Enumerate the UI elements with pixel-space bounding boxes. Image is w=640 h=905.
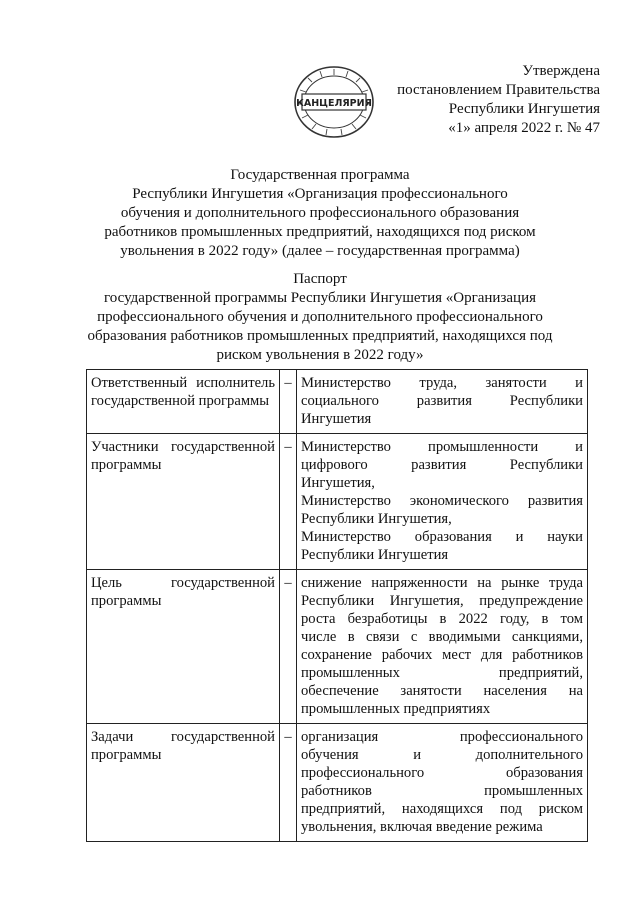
passport-title [60, 270, 580, 365]
row-label [87, 370, 280, 434]
row-label-line: программы [91, 457, 162, 473]
title-line: образования работников промышленных предприятий, находящихся под [87, 328, 553, 344]
row-value-line: Ингушетия [301, 411, 372, 427]
title-line: профессионального обучения и дополнительного профессионального [97, 309, 543, 325]
program-title [70, 166, 570, 261]
table-row [87, 370, 588, 434]
row-value-line: обучения и дополнительного [301, 747, 583, 763]
row-value-line: профессионального образования [301, 765, 583, 781]
approval-block [340, 62, 600, 138]
row-value-line: сохранение рабочих мест для работников [301, 647, 583, 663]
row-value-line: Республики Ингушетия, [301, 511, 452, 527]
table-row [87, 434, 588, 570]
row-label-line: Ответственный исполнитель [91, 375, 275, 391]
row-value-line: Ингушетия, [301, 475, 375, 491]
title-line: риском увольнения в 2022 году» [216, 347, 424, 363]
office-stamp-icon [292, 64, 376, 140]
row-label-line: Задачи государственной [91, 729, 275, 745]
title-line: обучения и дополнительного профессионального образования [120, 205, 520, 221]
row-value-line: предприятий, находящихся под риском [301, 801, 583, 817]
row-label-line: Участники государственной [91, 439, 275, 455]
row-value [297, 434, 588, 570]
row-dash: – [280, 434, 297, 570]
row-value [297, 370, 588, 434]
row-value-line: работников промышленных [301, 783, 583, 799]
row-value-line: цифрового развития Республики [301, 457, 583, 473]
table-row [87, 724, 588, 842]
row-dash: – [280, 370, 297, 434]
row-dash: – [280, 570, 297, 724]
row-value-line: Министерство промышленности и [301, 439, 583, 455]
title-line: работников промышленных предприятий, находящихся под риском [104, 224, 536, 240]
row-value-line: Министерство труда, занятости и [301, 375, 583, 391]
row-label [87, 434, 280, 570]
stamp-text: КАНЦЕЛЯРИЯ [296, 98, 372, 109]
row-value-line: Министерство образования и науки [301, 529, 583, 545]
row-value [297, 724, 588, 842]
title-line: Республики Ингушетия «Организация профессионального [132, 186, 508, 202]
title-line: государственной программы Республики Ингушетия «Организация [104, 290, 536, 306]
row-label-line: Цель государственной [91, 575, 275, 591]
row-value-line: роста безработицы в 2022 году, в том [301, 611, 583, 627]
approval-date: «1» апреля 2022 г. № 47 [448, 120, 600, 136]
row-label [87, 570, 280, 724]
row-value-line: промышленных предприятиях [301, 701, 491, 717]
row-value-line: обеспечение занятости населения на [301, 683, 583, 699]
row-dash: – [280, 724, 297, 842]
title-line: увольнения в 2022 году» (далее – государственная программа) [120, 243, 520, 259]
row-value [297, 570, 588, 724]
passport-table [86, 369, 588, 842]
row-value-line: социального развития Республики [301, 393, 583, 409]
passport-heading: Паспорт [293, 271, 347, 287]
row-value-line: промышленных предприятий, [301, 665, 583, 681]
row-value-line: организация профессионального [301, 729, 583, 745]
row-value-line: увольнения, включая введение режима [301, 819, 543, 835]
row-value-line: Республики Ингушетия, предупреждение [301, 593, 583, 609]
approval-line: Республики Ингушетия [448, 101, 600, 117]
row-label-line: государственной программы [91, 393, 270, 409]
row-label-line: программы [91, 593, 162, 609]
row-value-line: Республики Ингушетия [301, 547, 449, 563]
row-value-line: снижение напряженности на рынке труда [301, 575, 583, 591]
approval-line: Утверждена [522, 63, 600, 79]
row-value-line: числе в связи с вводимыми санкциями, [301, 629, 583, 645]
title-line: Государственная программа [230, 167, 410, 183]
table-row [87, 570, 588, 724]
approval-line: постановлением Правительства [397, 82, 600, 98]
row-value-line: Министерство экономического развития [301, 493, 583, 509]
row-label-line: программы [91, 747, 162, 763]
row-label [87, 724, 280, 842]
